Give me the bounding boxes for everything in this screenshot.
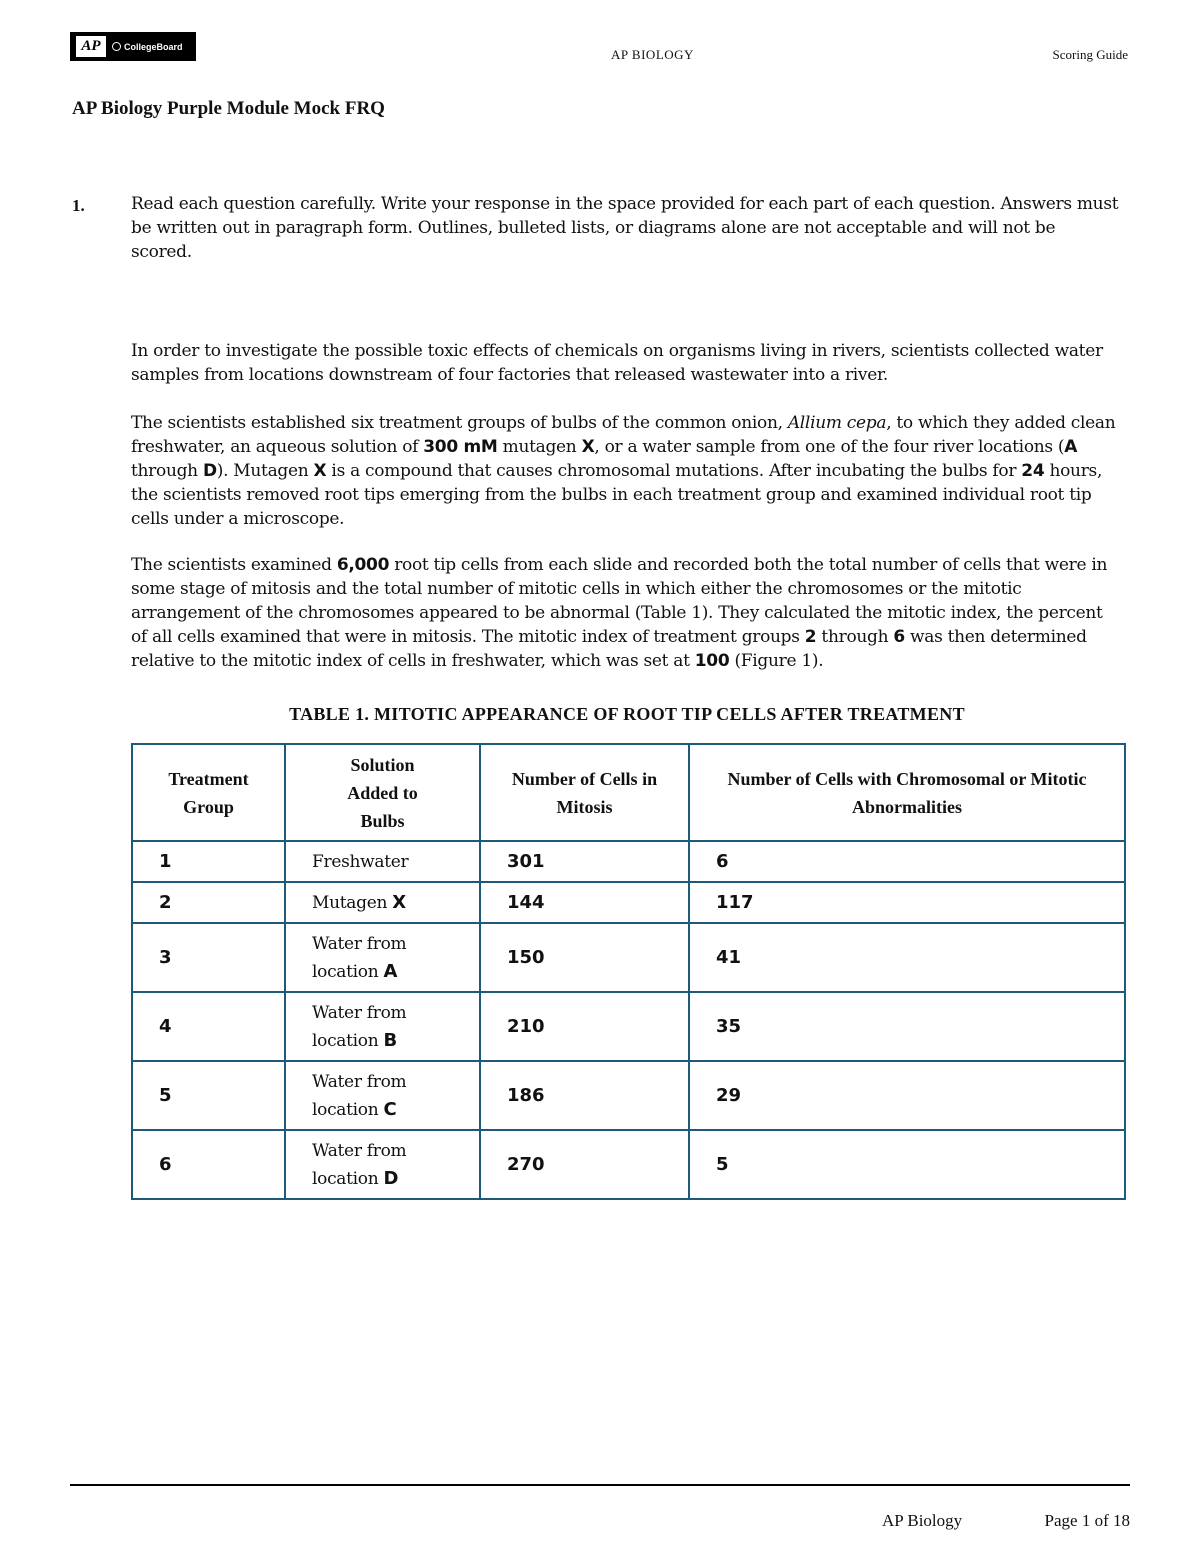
cell-solution: Freshwater [285,841,480,882]
page-number: Page 1 of 18 [1044,1511,1130,1530]
cell-solution: Water from location A [285,923,480,992]
cell-group: 4 [132,992,285,1061]
cell-abnormal: 117 [689,882,1125,923]
table-row [132,1130,1125,1199]
cell-mitosis: 301 [480,841,689,882]
ap-logo-mark: AP [76,36,106,57]
table-title: TABLE 1. MITOTIC APPEARANCE OF ROOT TIP CELLS AFTER TREATMENT [289,704,965,724]
table-row [132,841,1125,882]
table-row [132,923,1125,992]
cell-abnormal: 5 [689,1130,1125,1199]
intro-paragraph: In order to investigate the possible toxic effects of chemicals on organisms living in rivers, scientists collected water samples from locations downstream of four factories that released wastewater into a river. [131,341,1103,385]
footer-divider [70,1484,1130,1486]
table-header-row [132,744,1125,841]
species-name: Allium cepa [787,413,887,433]
column-header-group: Treatment Group [132,744,285,841]
treatment-paragraph: The scientists established six treatment groups of bulbs of the common onion, Allium cepa, to which they added clean freshwater, an aqueous solution of 300 mM mutagen X, or a water sample from one of the four river locations (A through D). Mutagen X is a compound that causes chromosomal mutations. After incubating the bulbs for 24 hours, the scientists removed root tips emerging from the bulbs in each treatment group and examined individual root tip cells under a microscope. [131,413,1116,529]
instructions-paragraph: Read each question carefully. Write your response in the space provided for each part of each question. Answers must be written out in paragraph form. Outlines, bulleted lists, or diagrams alone are not acceptable and will not be scored. [131,194,1119,262]
cell-mitosis: 270 [480,1130,689,1199]
method-paragraph: The scientists examined 6,000 root tip cells from each slide and recorded both the total number of cells that were in some stage of mitosis and the total number of mitotic cells in which either the chromosomes or the mitotic arrangement of the chromosomes appeared to be abnormal (Table 1). They calculated the mitotic index, the percent of all cells examined that were in mitosis. The mitotic index of treatment groups 2 through 6 was then determined relative to the mitotic index of cells in freshwater, which was set at 100 (Figure 1). [131,555,1108,671]
mitotic-table [131,743,1126,1200]
cell-mitosis: 144 [480,882,689,923]
cell-mitosis: 150 [480,923,689,992]
table-row [132,882,1125,923]
column-header-solution: Solution Added to Bulbs [285,744,480,841]
cell-solution: Water from location C [285,1061,480,1130]
collegeboard-wordmark: CollegeBoard [112,42,183,52]
cell-group: 6 [132,1130,285,1199]
column-header-abnormal: Number of Cells with Chromosomal or Mitotic Abnormalities [689,744,1125,841]
cell-solution: Water from location B [285,992,480,1061]
table-row [132,992,1125,1061]
cell-abnormal: 29 [689,1061,1125,1130]
page-title: AP Biology Purple Module Mock FRQ [72,98,385,119]
cell-group: 2 [132,882,285,923]
footer-course: AP Biology [882,1511,963,1530]
table-row [132,1061,1125,1130]
cell-group: 1 [132,841,285,882]
cell-solution: Water from location D [285,1130,480,1199]
cell-mitosis: 186 [480,1061,689,1130]
cell-mitosis: 210 [480,992,689,1061]
cell-solution: Mutagen X [285,882,480,923]
cell-group: 3 [132,923,285,992]
cell-group: 5 [132,1061,285,1130]
column-header-mitosis: Number of Cells in Mitosis [480,744,689,841]
header-course: AP BIOLOGY [611,47,694,62]
question-number: 1. [72,196,85,215]
cell-abnormal: 41 [689,923,1125,992]
cell-abnormal: 6 [689,841,1125,882]
cell-abnormal: 35 [689,992,1125,1061]
header-guide-label: Scoring Guide [1052,47,1128,62]
